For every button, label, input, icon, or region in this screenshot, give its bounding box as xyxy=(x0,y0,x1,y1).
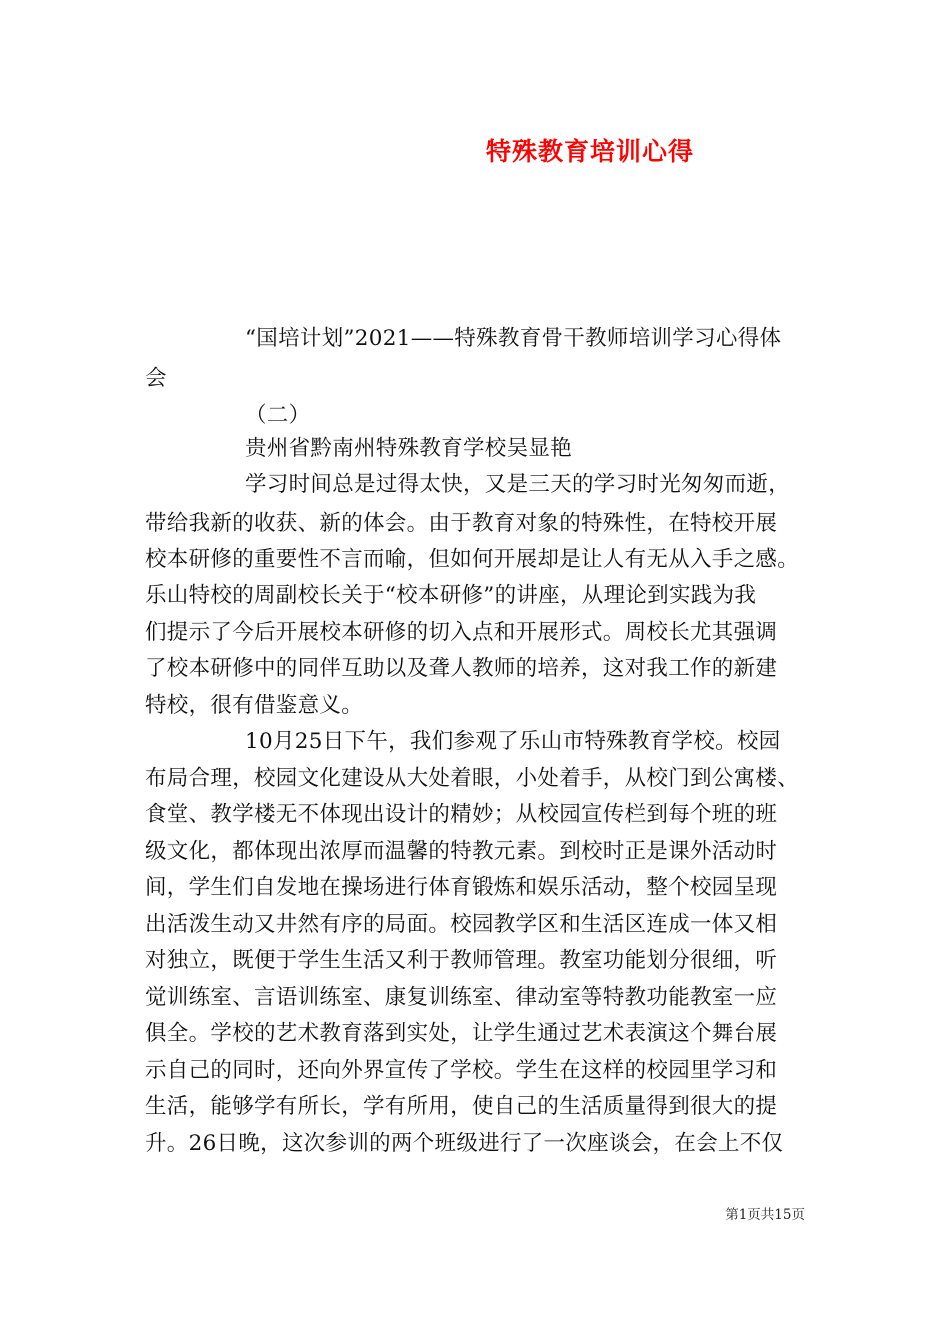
body-line: 食堂、教学楼无不体现出设计的精妙；从校园宣传栏到每个班的班 xyxy=(145,802,778,827)
body-line: 特校，很有借鉴意义。 xyxy=(145,693,364,718)
body-line: 出活泼生动又井然有序的局面。校园教学区和生活区连成一体又相 xyxy=(145,912,778,937)
body-line: 10月25日下午，我们参观了乐山市特殊教育学校。校园 xyxy=(245,729,781,754)
body-line: 们提示了今后开展校本研修的切入点和开展形式。周校长尤其强调 xyxy=(145,620,778,645)
body-line: 贵州省黔南州特殊教育学校吴显艳 xyxy=(245,436,573,461)
body-line: 级文化，都体现出浓厚而温馨的特教元素。到校时正是课外活动时 xyxy=(145,839,778,864)
body-line: 校本研修的重要性不言而喻，但如何开展却是让人有无从入手之感。 xyxy=(145,547,800,572)
body-line: 觉训练室、言语训练室、康复训练室、律动室等特教功能教室一应 xyxy=(145,985,778,1010)
body-line: 带给我新的收获、新的体会。由于教育对象的特殊性，在特校开展 xyxy=(145,511,778,536)
body-line: 乐山特校的周副校长关于“校本研修”的讲座，从理论到实践为我 xyxy=(145,583,757,608)
body-line: 示自己的同时，还向外界宣传了学校。学生在这样的校园里学习和 xyxy=(145,1058,778,1083)
body-line: 间，学生们自发地在操场进行体育锻炼和娱乐活动，整个校园呈现 xyxy=(145,875,778,900)
body-line: 会 xyxy=(145,366,167,391)
body-line: “国培计划”2021——特殊教育骨干教师培训学习心得体 xyxy=(245,326,782,351)
body-line: 学习时间总是过得太快，又是三天的学习时光匆匆而逝， xyxy=(245,472,791,497)
body-line: 布局合理，校园文化建设从大处着眼，小处着手，从校门到公寓楼、 xyxy=(145,766,800,791)
body-line: 升。26日晚，这次参训的两个班级进行了一次座谈会，在会上不仅 xyxy=(145,1131,784,1156)
page-footer xyxy=(0,1203,805,1223)
body-line: （二） xyxy=(245,403,311,428)
page-number: 第1页共15页 xyxy=(725,1207,805,1223)
document-title: 特殊教育培训心得 xyxy=(485,137,694,166)
body-line: 了校本研修中的同伴互助以及聋人教师的培养，这对我工作的新建 xyxy=(145,656,778,681)
body-line: 对独立，既便于学生生活又利于教师管理。教室功能划分很细，听 xyxy=(145,948,778,973)
body-line: 生活，能够学有所长，学有所用，使自己的生活质量得到很大的提 xyxy=(145,1094,778,1119)
body-line: 俱全。学校的艺术教育落到实处，让学生通过艺术表演这个舞台展 xyxy=(145,1021,778,1046)
